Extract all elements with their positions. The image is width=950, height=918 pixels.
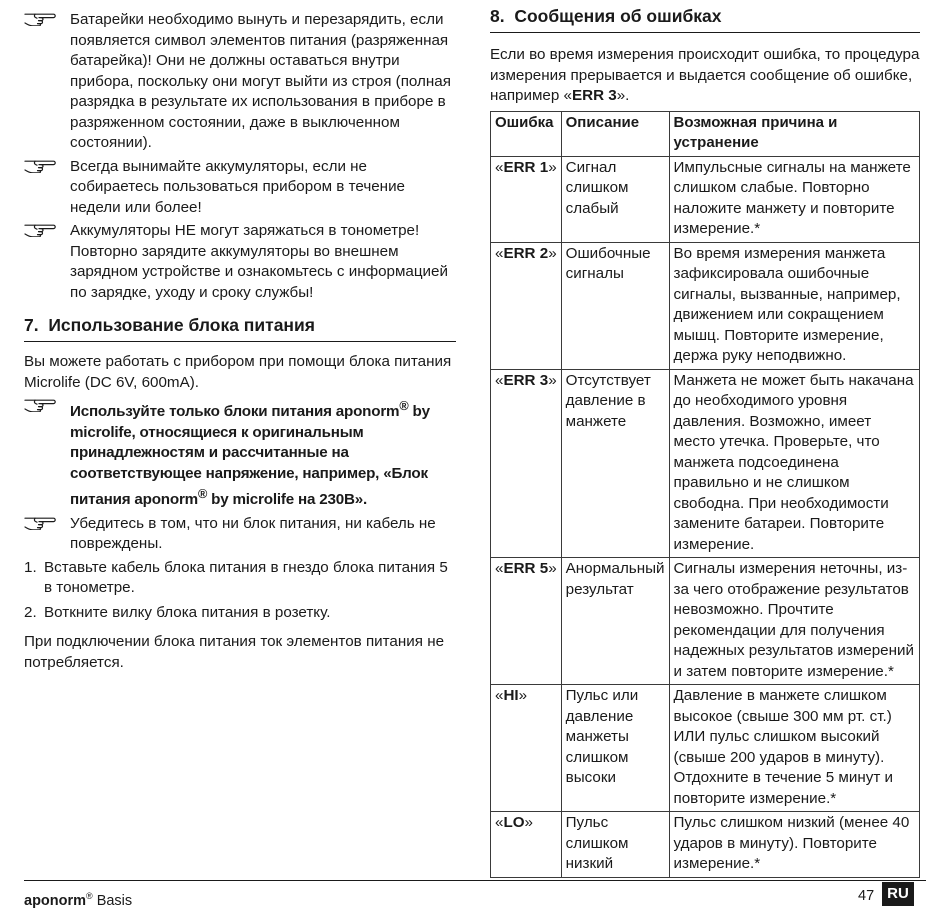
battery-note: Аккумуляторы НЕ могут заряжаться в тонометре! Повторно зарядите аккумуляторы во внешнем зарядном устройстве и ознакомьтесь с информацией по зарядке, уходу и сроку службы! — [24, 221, 456, 303]
pointing-hand-icon — [24, 157, 56, 180]
error-code: «ERR 2» — [491, 242, 562, 369]
power-adapter-warning: Используйте только блоки питания aponorm® by microlife, относящиеся к оригинальным принадлежностям и рассчитанные на соответствующее напряжение, например, «Блок питания aponorm® by microlife на 230В». — [24, 396, 456, 511]
battery-note: Всегда вынимайте аккумуляторы, если не собираетесь пользоваться прибором в течение недели или более! — [24, 157, 456, 219]
error-cause: Манжета не может быть накачана до необходимого уровня давления. Возможно, имеет место утечка. Проверьте, что манжета подсоединена правильно и не слишком свободна. При необходимости замените батареи. Повторите измерение. — [669, 369, 919, 558]
error-cause: Давление в манжете слишком высокое (свыше 300 мм рт. ст.) ИЛИ пульс слишком высокий (свыше 200 ударов в минуту). Отдохните в течение 5 минут и повторите измерение.* — [669, 685, 919, 812]
power-steps — [24, 558, 456, 624]
error-row — [491, 685, 920, 812]
cable-check-note: Убедитесь в том, что ни блок питания, ни кабель не повреждены. — [24, 514, 456, 555]
battery-note: Батарейки необходимо вынуть и перезарядить, если появляется символ элементов питания (разряженная батарейка)! Они не должны оставаться внутри прибора, поскольку они могут выйти из строя (полная разрядка в результате их использования в приборе в разряженном состоянии, даже в выключенном состоянии). — [24, 10, 456, 154]
error-code: «ERR 5» — [491, 558, 562, 685]
right-column — [490, 4, 920, 878]
language-badge: RU — [882, 882, 914, 906]
header-error: Ошибка — [491, 111, 562, 156]
error-row — [491, 242, 920, 369]
error-description: Анормальный результат — [561, 558, 669, 685]
section-8-intro: Если во время измерения происходит ошибка, то процедура измерения прерывается и выдается сообщение об ошибке, например «ERR 3». — [490, 46, 920, 104]
header-description: Описание — [561, 111, 669, 156]
error-cause: Пульс слишком низкий (менее 40 ударов в минуту). Повторите измерение.* — [669, 812, 919, 878]
error-table — [490, 111, 920, 878]
pointing-hand-icon — [24, 396, 56, 419]
power-step: 2. Воткните вилку блока питания в розетку. — [24, 603, 331, 621]
section-8-heading: 8. Сообщения об ошибках — [490, 4, 920, 33]
page-number: 47 — [858, 888, 875, 904]
section-7-intro: Вы можете работать с прибором при помощи блока питания Microlife (DC 6V, 600mA). — [24, 353, 452, 391]
error-code: «HI» — [491, 685, 562, 812]
error-code: «LO» — [491, 812, 562, 878]
power-step: 1. Вставьте кабель блока питания в гнездо блока питания 5 в тонометре. — [24, 558, 448, 597]
header-cause: Возможная причина и устранение — [669, 111, 919, 156]
error-row — [491, 812, 920, 878]
error-description: Сигнал слишком слабый — [561, 156, 669, 242]
error-row — [491, 558, 920, 685]
error-description: Отсутствует давление в манжете — [561, 369, 669, 558]
left-column — [24, 10, 456, 673]
error-description: Ошибочные сигналы — [561, 242, 669, 369]
footer-brand: aponorm® Basis — [24, 891, 133, 909]
error-code: «ERR 1» — [491, 156, 562, 242]
battery-notes — [24, 10, 456, 303]
pointing-hand-icon — [24, 514, 56, 537]
error-table-header — [491, 111, 920, 156]
error-cause: Сигналы измерения неточны, из-за чего отображение результатов невозможно. Прочтите рекомендации для получения надежных результатов измерений и затем повторите измерение.* — [669, 558, 919, 685]
section-7-final: При подключении блока питания ток элементов питания не потребляется. — [24, 633, 445, 671]
error-cause: Импульсные сигналы на манжете слишком слабые. Повторно наложите манжету и повторите измерение.* — [669, 156, 919, 242]
error-row — [491, 156, 920, 242]
pointing-hand-icon — [24, 221, 56, 244]
error-row — [491, 369, 920, 558]
error-description: Пульс слишком низкий — [561, 812, 669, 878]
error-code: «ERR 3» — [491, 369, 562, 558]
error-description: Пульс или давление манжеты слишком высоки — [561, 685, 669, 812]
footer-rule — [24, 880, 926, 881]
section-7-heading: 7. Использование блока питания — [24, 313, 456, 342]
error-cause: Во время измерения манжета зафиксировала ошибочные сигналы, вызванные, например, движением или сокращением мышц. Повторите измерение, держа руку неподвижно. — [669, 242, 919, 369]
pointing-hand-icon — [24, 10, 56, 33]
